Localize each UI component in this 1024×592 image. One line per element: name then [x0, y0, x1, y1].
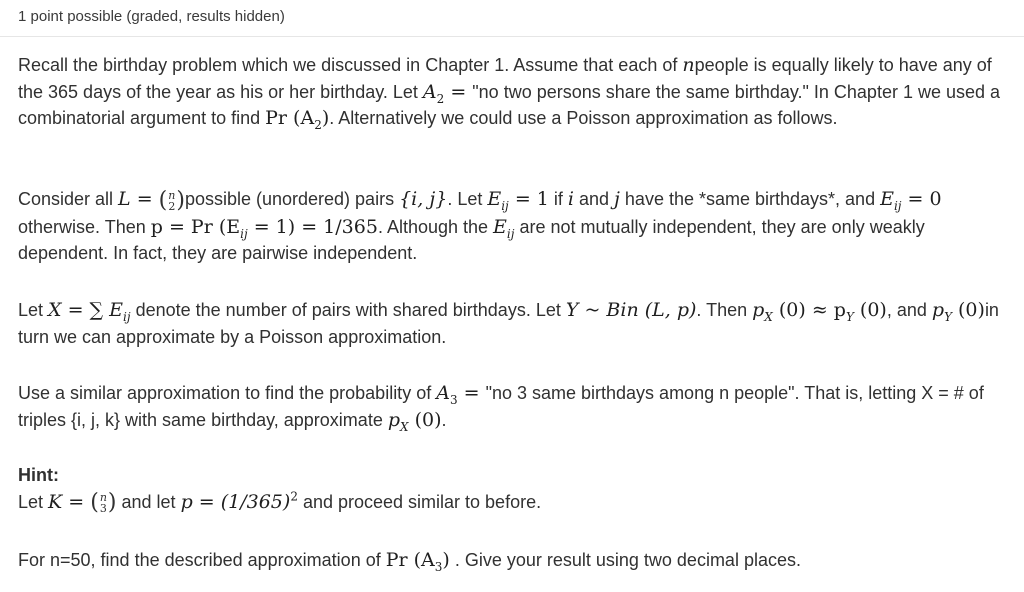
paragraph-x-def [18, 297, 1003, 350]
text: Let [18, 300, 49, 320]
math-sub: X [764, 309, 773, 324]
text: are not mutually independent, they are only weakly dependent. In fact, they are pairwise independent. [18, 216, 925, 264]
math-sub: ij [240, 226, 248, 241]
math-n: n [682, 54, 695, 76]
text: have the *same birthdays*, and [619, 189, 881, 209]
hint-text [18, 489, 1003, 517]
math-sub: 2 [436, 91, 445, 106]
math-sub: 3 [449, 392, 458, 407]
problem-status: 1 point possible (graded, results hidden) [18, 8, 285, 25]
math-var: E [493, 215, 507, 238]
math-approx: (0) ≈ p [772, 299, 846, 321]
binom-top: n [99, 491, 107, 505]
binom-top: n [168, 188, 176, 202]
math-px0 [387, 408, 442, 434]
math-eij-0 [880, 188, 942, 213]
math-sub: Y [845, 309, 854, 324]
text: denote the number of pairs with shared birthdays. Let [130, 300, 566, 320]
math-var: p [931, 299, 945, 321]
math-j: j [614, 188, 620, 210]
math-k: K = [48, 490, 91, 513]
math-p-squared [181, 491, 298, 513]
text: Recall the birthday problem which we discussed in Chapter 1. Assume that each of [18, 55, 683, 75]
paragraph-intro [18, 52, 1003, 132]
math-px-approx [752, 299, 887, 324]
math-eij [493, 215, 515, 241]
paragraph-pairs [18, 186, 1003, 267]
text: and let [116, 491, 181, 512]
text: otherwise. Then [18, 216, 151, 237]
text: . Although the [377, 216, 494, 237]
text: . Then [696, 300, 753, 320]
paragraph-question [18, 380, 1003, 433]
math-var: E [880, 188, 894, 210]
math-var: A [436, 382, 450, 404]
text: . Give your result using two decimal places. [449, 550, 801, 570]
math-var: p [752, 299, 765, 321]
math-a3 [436, 382, 486, 407]
math-sub: ij [506, 226, 515, 241]
text: people is equally likely to have any of the 365 days of the year as his or her birthday. Let [18, 55, 992, 102]
math-pr: p = Pr (E [150, 215, 241, 238]
math-sub: 2 [314, 117, 322, 132]
math-arg: (0) [408, 408, 442, 431]
math-sub: ij [501, 198, 509, 213]
math-expr: p = (1/365) [180, 490, 291, 513]
math-arg: (0) [951, 299, 985, 321]
binom-n-3: ( n 3 ) [90, 489, 117, 516]
math-y-bin: Y ~ Bin (L, p) [565, 299, 697, 321]
binom-n-2: ( n 2 ) [158, 187, 185, 213]
math-sub: ij [893, 198, 902, 213]
text: in turn we can approximate by a Poisson approximation. [18, 300, 999, 347]
math-eq: = [444, 80, 473, 103]
text: if [548, 189, 568, 209]
math-sub: 3 [434, 559, 443, 574]
text: "no 3 same birthdays among n people". That is, letting X = # of triples {i, j, k} with same birthday, approximate [18, 383, 984, 430]
math-pair: {i, j} [399, 188, 448, 210]
text: Let [18, 491, 49, 512]
math-pr-a3 [385, 549, 450, 574]
text: For n=50, find the described approximation of [18, 550, 386, 570]
math-eq: = 0 [901, 188, 942, 210]
divider [0, 36, 1024, 37]
text: . Let [447, 189, 488, 209]
math-sum: X = ∑ E [48, 299, 124, 321]
text: and [573, 189, 615, 209]
math-eq: = 1 [508, 188, 549, 210]
math-py [931, 299, 985, 324]
math-pr: Pr (A [265, 107, 315, 129]
math-sub: Y [944, 309, 952, 324]
math-pr: Pr (A [385, 549, 435, 571]
math-var: A [422, 80, 437, 103]
binom-bottom: 2 [168, 199, 176, 213]
text: . [441, 409, 447, 430]
text: possible (unordered) pairs [184, 189, 400, 209]
hint-title: Hint: [18, 465, 59, 485]
text: and proceed similar to before. [297, 491, 542, 512]
math-a2 [422, 80, 473, 106]
text: . Alternatively we could use a Poisson approximation as follows. [329, 108, 838, 128]
math-eij-1 [487, 188, 549, 213]
math-var: p [387, 408, 400, 431]
math-arg: (0) [853, 299, 887, 321]
math-sub: ij [123, 309, 131, 324]
math-paren: ) [321, 107, 330, 129]
paragraph-final-question [18, 547, 1003, 574]
math-p-def [150, 215, 378, 241]
text: Consider all [18, 189, 119, 209]
math-paren: ) [442, 549, 450, 571]
math-pr-a2 [265, 107, 330, 132]
math-sup: 2 [290, 489, 298, 504]
text: Use a similar approximation to find the probability of [18, 383, 437, 403]
hint-block [18, 462, 1003, 516]
math-eq: = [457, 382, 486, 404]
binom-bottom: 3 [99, 502, 107, 516]
text: "no two persons share the same birthday." In Chapter 1 we used a combinatorial argument to find [18, 81, 1001, 128]
math-eq: = 1) = 1/365 [247, 215, 378, 238]
math-sub: X [400, 419, 409, 434]
math-l: L = [118, 188, 159, 210]
text: , and [886, 300, 932, 320]
math-i: i [567, 188, 574, 210]
math-x-sum [48, 299, 131, 324]
math-var: E [487, 188, 502, 210]
